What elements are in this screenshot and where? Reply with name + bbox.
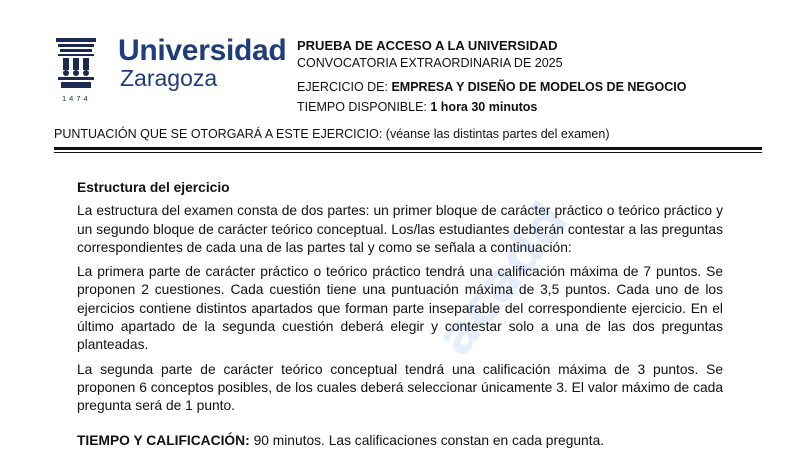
ejercicio-line	[297, 80, 686, 94]
university-name: Universidad	[118, 34, 287, 67]
section-title: Estructura del ejercicio	[77, 180, 230, 195]
ejercicio-value: EMPRESA Y DISEÑO DE MODELOS DE NEGOCIO	[391, 80, 687, 94]
ejercicio-label: EJERCICIO DE:	[297, 80, 392, 94]
exam-title: PRUEBA DE ACCESO A LA UNIVERSIDAD	[297, 38, 558, 53]
convocatoria-line: CONVOCATORIA EXTRAORDINARIA DE 2025	[297, 56, 563, 70]
exam-instructions	[77, 179, 723, 456]
time-grading-text: 90 minutos. Las calificaciones constan en cada pregunta.	[249, 432, 605, 448]
time-grading-label: TIEMPO Y CALIFICACIÓN:	[77, 432, 250, 448]
tiempo-value: 1 hora 30 minutos	[430, 100, 538, 114]
time-and-grading	[77, 432, 723, 450]
paragraph-first-part: La primera parte de carácter práctico o teórico práctico tendrá una calificación máxima de 7 puntos. Se proponen 2 cuestiones. Cada cuestión tiene una puntuación máxima de 3,5 puntos. Cada uno de los ejercicios contiene distintos apartados que forman parte inseparable del correspondiente ejercicio. En el último apartado de la segunda cuestión deberá elegir y contestar solo a una de las dos preguntas planteadas.	[77, 264, 723, 353]
tiempo-line	[297, 100, 537, 114]
watermark: acadd	[425, 191, 581, 367]
tiempo-label: TIEMPO DISPONIBLE:	[297, 100, 431, 114]
paragraph-second-part: La segunda parte de carácter teórico conceptual tendrá una calificación máxima de 3 puntos. Se proponen 6 conceptos posibles, de los cuales deberá seleccionar únicamente 3. El valor máximo de cada pregunta será de 1 punto.	[77, 361, 723, 414]
header-divider-thin	[54, 152, 762, 153]
university-crest-icon	[54, 36, 98, 94]
university-city: Zaragoza	[120, 65, 218, 91]
header-divider-thick	[54, 147, 762, 150]
puntuacion-line: PUNTUACIÓN QUE SE OTORGARÁ A ESTE EJERCICIO: (véanse las distintas partes del examen)	[54, 127, 610, 141]
paragraph-structure: La estructura del examen consta de dos partes: un primer bloque de carácter práctico o teórico práctico y un segundo bloque de carácter teórico conceptual. Los/las estudiantes deberán contestar a las preguntas correspondientes de cada una de las partes tal y como se señala a continuación:	[77, 203, 723, 255]
founding-year: 1474	[62, 94, 91, 103]
